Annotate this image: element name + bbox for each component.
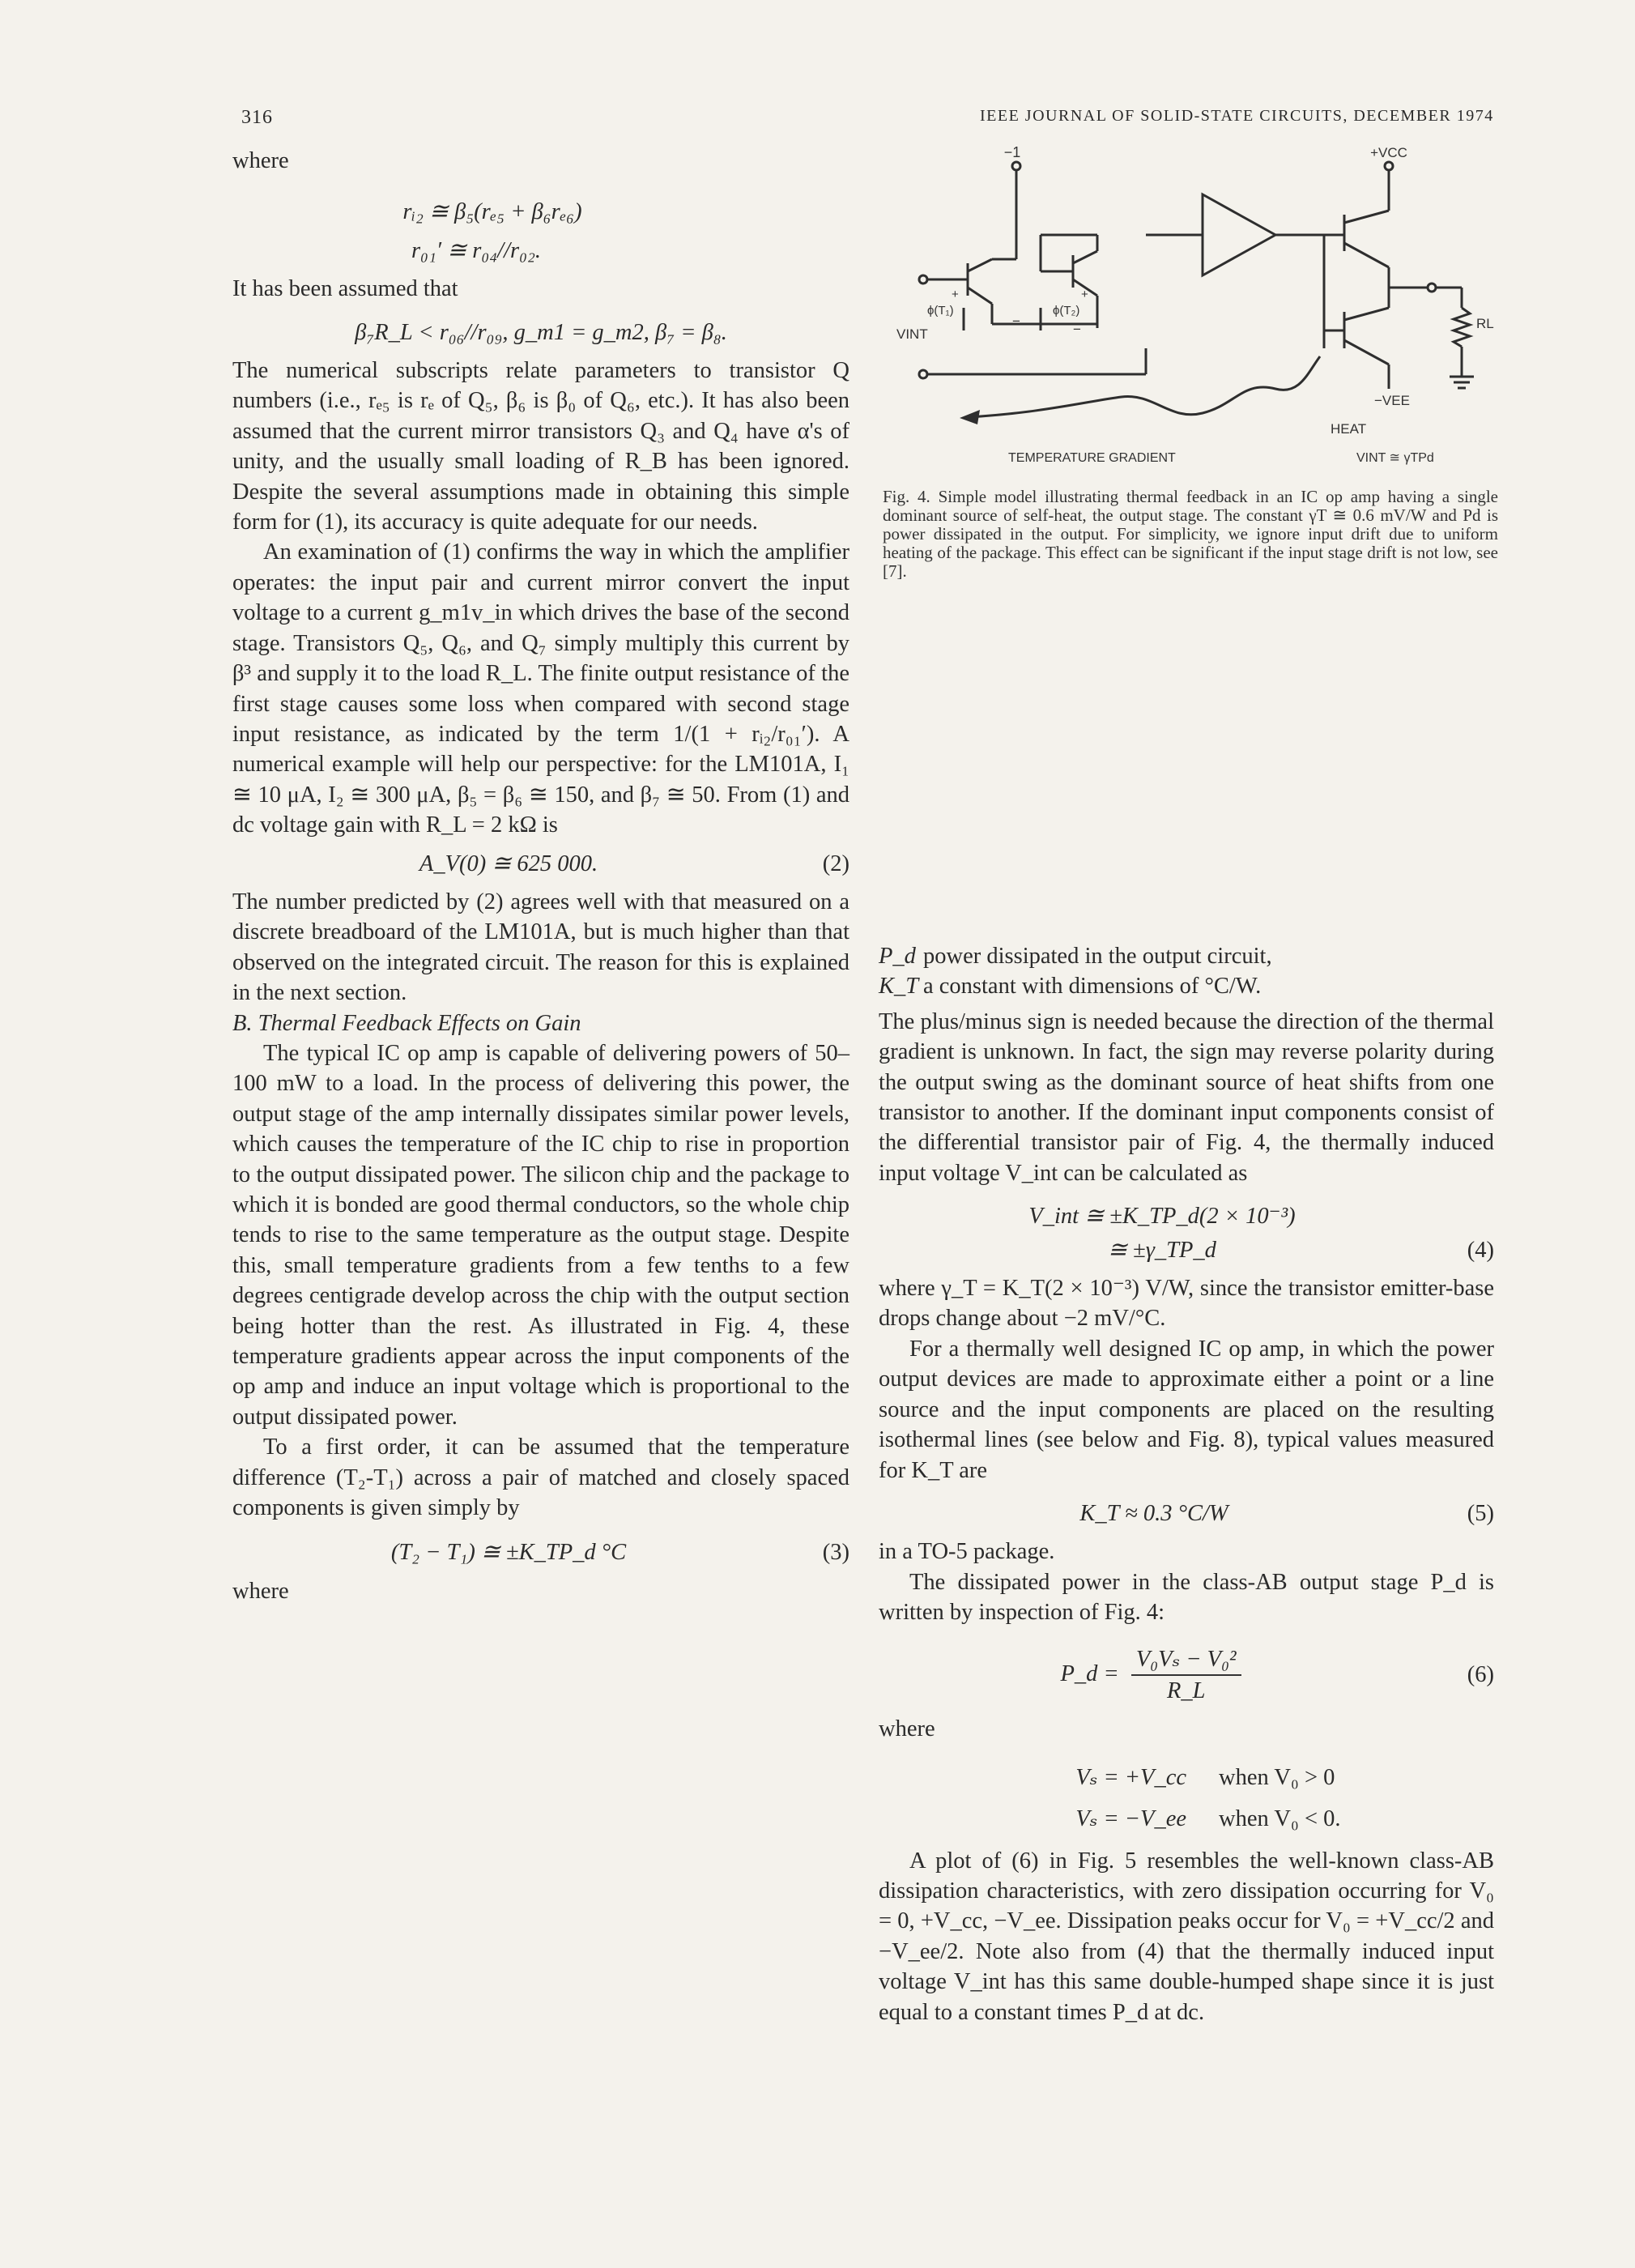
- paragraph-examination: An examination of (1) confirms the way in which the amplifier operates: the input pair and current mirror convert the input voltage to a current g_m1v_in which drives the base of the second stage. Transistors Q₅, Q₆, and Q₇ simply multiply this current by β³ and supply it to the load R_L. The finite output resistance of the first stage causes some loss when compared with second stage input resistance, as indicated by the term 1/(1 + rᵢ₂/r₀₁′). A numerical example will help our perspective: for the LM101A, I₁ ≅ 10 μA, I₂ ≅ 300 μA, β₅ = β₆ ≅ 150, and β₇ ≅ 50. From (1) and dc voltage gain with R_L = 2 kΩ is: [232, 539, 849, 838]
- where-label-3: where: [879, 1716, 935, 1742]
- paragraph-dissipated: The dissipated power in the class-AB output stage P_d is written by inspection of Fig. 4:: [879, 1569, 1494, 1626]
- paragraph-prediction: The number predicted by (2) agrees well with that measured on a discrete breadboard of the LM101A, but is much higher than that observed on the integrated circuit. The reason for this is explained in the next section.: [232, 889, 849, 1006]
- condition-2: [879, 1804, 1494, 1834]
- equation-5: [879, 1498, 1494, 1528]
- where-label-2: where: [232, 1578, 289, 1604]
- definition-kt-symbol: K_T: [879, 974, 919, 1000]
- equation-4a-body: V_int ≅ ±K_TP_d(2 × 10⁻³): [1028, 1204, 1296, 1230]
- paragraph-to5: in a TO-5 package.: [879, 1539, 1055, 1565]
- journal-header: IEEE JOURNAL OF SOLID-STATE CIRCUITS, DECEMBER 1974: [980, 107, 1494, 125]
- label-rl: RL: [1476, 316, 1494, 331]
- equation-r01: [232, 236, 849, 266]
- paragraph-plot: A plot of (6) in Fig. 5 resembles the well-known class-AB dissipation characteristics, with zero dissipation occurring for V₀ = 0, +V_cc, −V_ee. Dissipation peaks occur for V₀ = +V_cc/2 and −V_ee/2. Note also from (4) that the thermally induced input voltage V_int has this same double-humped shape since it is just equal to a constant times P_d at dc.: [879, 1848, 1494, 2025]
- definition-kt: [879, 971, 1494, 1001]
- definition-pd-text: power dissipated in the output circuit,: [923, 944, 1272, 969]
- label-plus-2: +: [1081, 288, 1088, 301]
- equation-3-body: (T₂ − T₁) ≅ ±K_TP_d °C: [390, 1540, 627, 1566]
- figure-4-caption: Fig. 4. Simple model illustrating thermal feedback in an IC op amp having a single dominant source of self-heat, the output stage. The constant γT ≅ 0.6 mV/W and Pd is power dissipated in the output. For simplicity, we ignore input drift due to uniform heating of the package. This effect can be significant if the input stage drift is not low, see [7].: [883, 487, 1498, 581]
- label-vcc: +VCC: [1370, 146, 1407, 160]
- equation-4a: [879, 1201, 1494, 1231]
- condition-1-lhs: Vₛ = +V_cc: [1075, 1764, 1186, 1790]
- equation-4b: [879, 1235, 1494, 1265]
- paragraph-first-order: To a first order, it can be assumed that the temperature difference (T₂-T₁) across a pair of matched and closely spaced components is given simply by: [232, 1435, 849, 1521]
- label-temperature-gradient: TEMPERATURE GRADIENT: [1008, 451, 1176, 465]
- condition-2-lhs: Vₛ = −V_ee: [1075, 1806, 1186, 1832]
- page-number: 316: [241, 107, 273, 128]
- assumed-text: It has been assumed that: [232, 276, 458, 302]
- equation-2-body: A_V(0) ≅ 625 000.: [419, 850, 598, 876]
- equation-5-body: K_T ≈ 0.3 °C/W: [1079, 1500, 1228, 1526]
- equation-3-number: (3): [822, 1540, 849, 1566]
- definitions-list: [879, 941, 1494, 1002]
- equation-6: [879, 1644, 1494, 1707]
- definition-pd-symbol: P_d: [879, 944, 916, 969]
- definition-pd: [879, 941, 1494, 971]
- equation-6-denominator: R_L: [1166, 1678, 1206, 1703]
- circuit-diagram: [879, 146, 1494, 486]
- label-phi-t2: ϕ(T₂): [1053, 304, 1080, 318]
- paragraph-gamma: where γ_T = K_T(2 × 10⁻³) V/W, since the transistor emitter-base drops change about −2 mV/°C.: [879, 1276, 1494, 1332]
- equation-2: [232, 849, 849, 879]
- equation-2-number: (2): [822, 850, 849, 876]
- left-column: [232, 146, 849, 1606]
- equation-4b-body: ≅ ±γ_TP_d: [1108, 1237, 1216, 1263]
- equation-ri2-body: rᵢ₂ ≅ β₅(rₑ₅ + β₆rₑ₆): [402, 199, 582, 225]
- equation-6-numerator: V₀Vₛ − V₀²: [1131, 1644, 1241, 1676]
- paragraph-thermally-designed: For a thermally well designed IC op amp, in which the power output devices are made to approximate either a point or a line source and the input components are placed on the resulting isothermal lines (see below and Fig. 8), typical values measured for K_T are: [879, 1336, 1494, 1483]
- label-minus-1: −: [1012, 313, 1020, 329]
- section-title-thermal: B. Thermal Feedback Effects on Gain: [232, 1010, 581, 1036]
- label-heat: HEAT: [1331, 421, 1367, 437]
- equation-r01-body: r₀₁′ ≅ r₀₄//r₀₂.: [411, 237, 542, 263]
- condition-2-rhs: when V₀ < 0.: [1219, 1806, 1341, 1832]
- label-minus-2: −: [1073, 322, 1081, 337]
- label-vint: VINT: [896, 326, 928, 342]
- where-label-1: where: [232, 148, 289, 173]
- label-vint-equation: VINT ≅ γTPd: [1356, 451, 1434, 465]
- label-phi-t1: ϕ(T₁): [927, 304, 954, 318]
- definition-kt-text: a constant with dimensions of °C/W.: [923, 974, 1262, 1000]
- right-column: [879, 941, 1494, 2027]
- label-plus-1: +: [952, 288, 959, 301]
- figure-4-circuit: [879, 146, 1494, 486]
- condition-1: [879, 1763, 1494, 1793]
- equation-6-body: [879, 1644, 1429, 1707]
- equation-4-number: (4): [1467, 1237, 1494, 1263]
- paragraph-subscripts: The numerical subscripts relate parameters to transistor Q numbers (i.e., rₑ₅ is rₑ of Q₅, β₆ is β₀ of Q₆, etc.). It has also been assumed that the current mirror transistors Q₃ and Q₄ have α's of unity, and the usually small loading of R_B has been ignored. Despite the several assumptions made in obtaining this simple form for (1), its accuracy is quite adequate for our needs.: [232, 358, 849, 535]
- label-vee: −VEE: [1374, 393, 1410, 408]
- equation-3: [232, 1537, 849, 1567]
- label-minus-one: −1: [1003, 146, 1021, 160]
- equation-ri2: [232, 197, 849, 227]
- condition-1-rhs: when V₀ > 0: [1219, 1764, 1335, 1790]
- equation-conditions: [232, 318, 849, 347]
- equation-6-lhs: P_d =: [1060, 1660, 1119, 1686]
- paragraph-plus-minus: The plus/minus sign is needed because the direction of the thermal gradient is unknown. In fact, the sign may reverse polarity during the output swing as the dominant source of heat shifts from one transistor to another. If the dominant input components consist of the differential transistor pair of Fig. 4, the thermally induced input voltage V_int can be calculated as: [879, 1008, 1494, 1186]
- equation-6-number: (6): [1467, 1662, 1494, 1688]
- equation-conditions-body: β₇R_L < r₀₆//r₀₉, g_m1 = g_m2, β₇ = β₈.: [355, 319, 727, 345]
- equation-6-fraction: [1131, 1644, 1241, 1707]
- equation-5-number: (5): [1467, 1500, 1494, 1526]
- paragraph-typical-op-amp: The typical IC op amp is capable of delivering powers of 50–100 mW to a load. In the process of delivering this power, the output stage of the amp internally dissipates similar power levels, which causes the temperature of the IC chip to rise in proportion to the output dissipated power. The silicon chip and the package to which it is bonded are good thermal conductors, so the whole chip tends to rise to the same temperature as the output stage. Despite this, small temperature gradients from a few tenths to a few degrees centigrade develop across the chip with the output section being hotter than the rest. As illustrated in Fig. 4, these temperature gradients appear across the input components of the op amp and induce an input voltage which is proportional to the output dissipated power.: [232, 1040, 849, 1430]
